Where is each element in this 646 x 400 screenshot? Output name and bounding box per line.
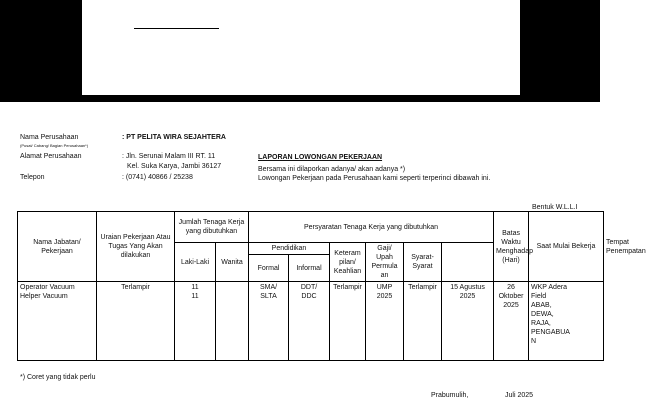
company-name-value: : PT PELITA WIRA SEJAHTERA	[122, 134, 226, 141]
cell-wanita	[216, 282, 249, 361]
cell-keterampilan: Terlampir	[330, 282, 366, 361]
cell-syarat: Terlampir	[404, 282, 442, 361]
cell-formal-1: SMA/	[259, 284, 278, 291]
report-line-1: Bersama ini dilaporkan adanya/ akan adanya *)	[258, 166, 406, 173]
header-informal: Informal	[289, 255, 330, 282]
cell-laki	[175, 282, 216, 361]
company-phone-label: Telepon	[20, 174, 45, 181]
cell-tempat-6: PENGABUA	[531, 329, 570, 336]
cell-laki-1: 11	[191, 284, 199, 291]
header-formal: Formal	[249, 255, 289, 282]
header-gaji: Gaji/ Upah Permula an	[366, 243, 404, 282]
cell-jabatan-1: Operator Vacuum	[20, 284, 75, 291]
cell-formal	[249, 282, 289, 361]
company-address-line2: Kel. Suka Karya, Jambi 36127	[127, 163, 222, 170]
header-batas: Batas Waktu Menghadap (Hari)	[494, 212, 529, 282]
footnote: *) Coret yang tidak perlu	[20, 374, 96, 381]
cell-tempat-4: DEWA,	[531, 311, 554, 318]
cell-laki-2: 11	[191, 293, 199, 300]
signature-line	[134, 28, 219, 29]
company-name-label: Nama Perusahaan	[20, 134, 79, 141]
cell-saat-3: 2025	[503, 302, 519, 309]
signature-city: Prabumulih,	[431, 392, 469, 399]
form-code: Bentuk W.L.L.I	[532, 204, 578, 211]
report-line-2: Lowongan Pekerjaan pada Perusahaan kami seperti terperinci dibawah ini.	[258, 175, 491, 182]
cell-batas-1: 15 Agustus	[450, 284, 485, 291]
cell-jabatan-2: Helper Vacuum	[20, 293, 68, 300]
header-persyaratan: Persyaratan Tenaga Kerja yang dibutuhkan	[249, 212, 494, 243]
report-title: LAPORAN LOWONGAN PEKERJAAN	[258, 154, 383, 161]
cell-informal-2: DDC	[301, 293, 317, 300]
table-row	[18, 282, 604, 361]
header-wanita: Wanita	[216, 243, 249, 282]
cell-saat-2: Oktober	[498, 293, 524, 300]
cell-tempat-5: RAJA,	[531, 320, 551, 327]
cell-batas-2: 2025	[459, 293, 476, 300]
cell-batas	[442, 282, 494, 361]
header-keterampilan: Keteram pilan/ Keahlian	[330, 243, 366, 282]
company-address-label: Alamat Perusahaan	[20, 153, 82, 160]
cell-tempat-7: N	[531, 338, 537, 345]
vacancy-table: Nama Jabatan/ Pekerjaan Uraian Pekerjaan Atau Tugas Yang Akan dilakukan Jumlah Tenaga Kerja yang dibutuhkan Persyaratan Tenaga Kerja yang dibutuhkan Batas Waktu Menghadap (Hari) Saat Mulai Bekerja Tempat Penempatan Laki-Laki Wanita Pendidikan Keteram pilan/ Keahlian Gaji/ Upah Permula an Syarat- Syarat Formal Informal Operator Vacuum Helper Vacuum Terlampir 11 11 SMA/ SLTA DDT/ DDC Terlampir UMP 2025 Terlampir 15 Agustus 2025 26 Oktober 2025 WKP Adera Field ABAB, DEWA, RAJA, PENGABUA N	[17, 211, 604, 361]
header-jabatan: Nama Jabatan/ Pekerjaan	[18, 212, 97, 282]
header-saat: Saat Mulai Bekerja	[529, 212, 604, 282]
cell-formal-2: SLTA	[260, 293, 277, 300]
cell-gaji	[366, 282, 404, 361]
company-address-line1: : Jln. Serunai Malam III RT. 11	[122, 153, 216, 160]
header-syarat: Syarat- Syarat	[404, 243, 442, 282]
cell-tempat-3: ABAB,	[531, 302, 552, 309]
company-phone-value: : (0741) 40866 / 25238	[122, 174, 193, 181]
header-pendidikan: Pendidikan	[249, 243, 330, 255]
cell-tempat-1: WKP Adera	[531, 284, 568, 291]
cell-uraian: Terlampir	[97, 282, 175, 361]
company-name-sublabel: (Pusat/ Cabang/ Bagian Perusahaan*)	[20, 143, 89, 148]
cell-jabatan	[18, 282, 97, 361]
signature-date: Juli 2025	[505, 392, 534, 399]
cell-tempat-2: Field	[531, 293, 547, 300]
cell-saat-1: 26	[507, 284, 515, 291]
header-laki: Laki-Laki	[175, 243, 216, 282]
cell-tempat	[529, 282, 604, 361]
cell-informal-1: DDT/	[300, 284, 318, 291]
cell-gaji-2: 2025	[376, 293, 393, 300]
header-jumlah: Jumlah Tenaga Kerja yang dibutuhkan	[175, 212, 249, 243]
cell-informal	[289, 282, 330, 361]
header-frame	[0, 0, 600, 102]
header-uraian: Uraian Pekerjaan Atau Tugas Yang Akan dilakukan	[97, 212, 175, 282]
cell-gaji-1: UMP	[376, 284, 393, 291]
cell-saat	[494, 282, 529, 361]
header-card	[82, 0, 520, 95]
